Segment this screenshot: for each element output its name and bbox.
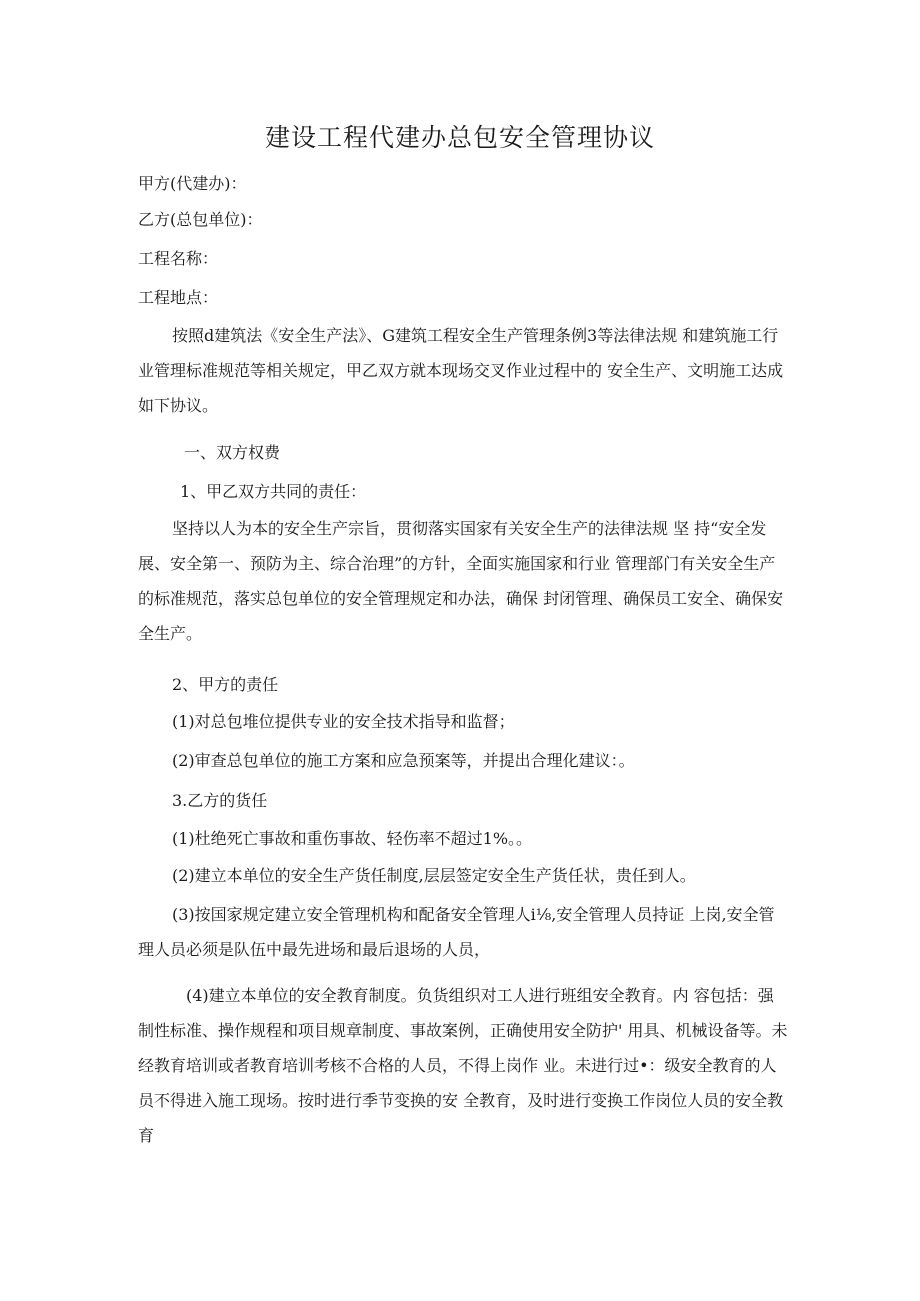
subsection-1-heading: 1、甲乙双方共同的责任： [180, 482, 367, 501]
subsection-1-paragraph: 坚持以人为本的安全生产宗旨，贯彻落实国家有关安全生产的法律法规 坚 持“安全发展、安全第一、预防为主、综合治理”的方针，全面实施国家和行业 管理部门有关安全生产的标准规范，落实总包单位的安全管理规定和办法，确保 封闭管理、确保员工安全、确保安全生产。 [138, 519, 784, 643]
project-name-field: 工程名称： [138, 249, 219, 268]
section-1-heading: 一、双方权费 [184, 443, 281, 462]
subsection-3-item: (2)建立本单位的安全生产货任制度,层层签定安全生产货任状，贵任到人。 [172, 866, 696, 885]
subsection-2-heading: 2、甲方的责任 [172, 675, 279, 694]
subsection-2-item: (1)对总包堆位提供专业的安全技术指导和监督； [172, 712, 515, 731]
page-title: 建设工程代建办总包安全管理协议 [264, 123, 655, 152]
subsection-3-heading: 3.乙方的货任 [172, 791, 268, 810]
subsection-2-item: (2)审查总包单位的施工方案和应急预案等，并提出合理化建议：。 [172, 751, 635, 770]
subsection-3-item: (1)杜绝死亡事故和重伤事故、轻伤率不超过1%。。 [172, 829, 533, 848]
project-location-field: 工程地点： [138, 288, 219, 307]
subsection-3-item: (3)按国家规定建立安全管理机构和配备安全管理人i⅛,安全管理人员持证 上岗,安全管理人员必须是队伍中最先进场和最后退场的人员， [138, 905, 775, 959]
subsection-3-item: (4)建立本单位的安全教育制度。负货组织对工人进行班组安全教育。内 容包括：强制性标准、操作规程和项目规章制度、事故案例，正确使用安全防护' 用具、机械设备等。未经教育培训或者教育培训考核不合格的人员，不得上岗作 业。未进行过•：级安全教育的人员不得进入施工现场。按时进行季节变换的安 全教育，及时进行变换工作岗位人员的安全教育 [138, 986, 788, 1145]
party-a-field: 甲方(代建办)： [138, 174, 247, 193]
intro-paragraph: 按照d建筑法《安全生产法》、G建筑工程安全生产管理条例3等法律法规 和建筑施工行业管理标准规范等相关规定，甲乙双方就本现场交叉作业过程中的 安全生产、文明施工达成如下协议。 [138, 326, 784, 415]
party-b-field: 乙方(总包单位)： [138, 210, 263, 229]
